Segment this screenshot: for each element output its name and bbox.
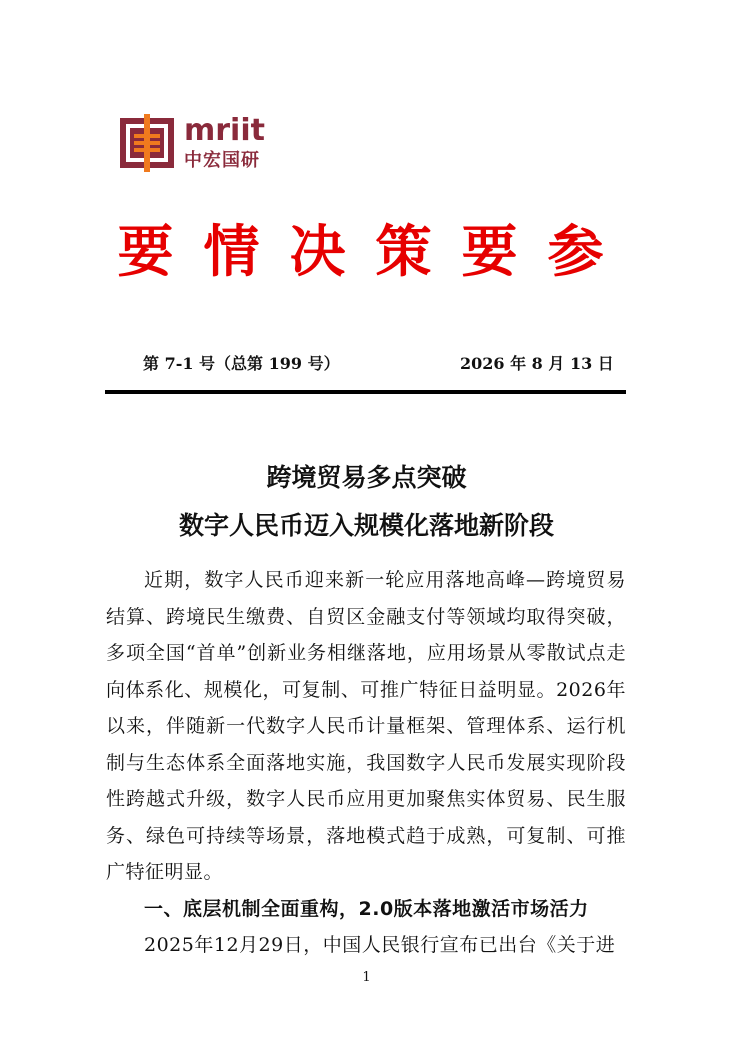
- article-body: [106, 562, 626, 964]
- masthead-title: 要情决策要参: [117, 220, 634, 285]
- page-number: 1: [362, 970, 371, 985]
- logo-brand-zh: 中宏国研: [184, 150, 260, 171]
- article-title-line2: 数字人民币迈入规模化落地新阶段: [178, 511, 554, 540]
- paragraph-2: 2025年12月29日，中国人民银行宣布已出台《关于进: [144, 934, 616, 956]
- issue-date: 2026 年 8 月 13 日: [460, 354, 614, 373]
- issue-number: 第 7-1 号（总第 199 号）: [143, 354, 340, 373]
- header-rule: [105, 390, 626, 394]
- logo-mark-icon: [118, 114, 176, 172]
- section-heading-1: 一、底层机制全面重构，2.0版本落地激活市场活力: [144, 897, 589, 920]
- logo-brand-en: mriit: [184, 113, 265, 148]
- article-title-line1: 跨境贸易多点突破: [266, 463, 467, 492]
- mriit-logo: [118, 114, 270, 172]
- paragraph-1: 近期，数字人民币迎来新一轮应用落地高峰—跨境贸易结算、跨境民生缴费、自贸区金融支付等领域均取得突破，多项全国“首单”创新业务相继落地，应用场景从零散试点走向体系化、规模化，可复制、可推广特征日益明显。2026年以来，伴随新一代数字人民币计量框架、管理体系、运行机制与生态体系全面落地实施，我国数字人民币发展实现阶段性跨越式升级，数字人民币应用更加聚焦实体贸易、民生服务、绿色可持续等场景，落地模式趋于成熟，可复制、可推广特征明显。: [106, 569, 626, 883]
